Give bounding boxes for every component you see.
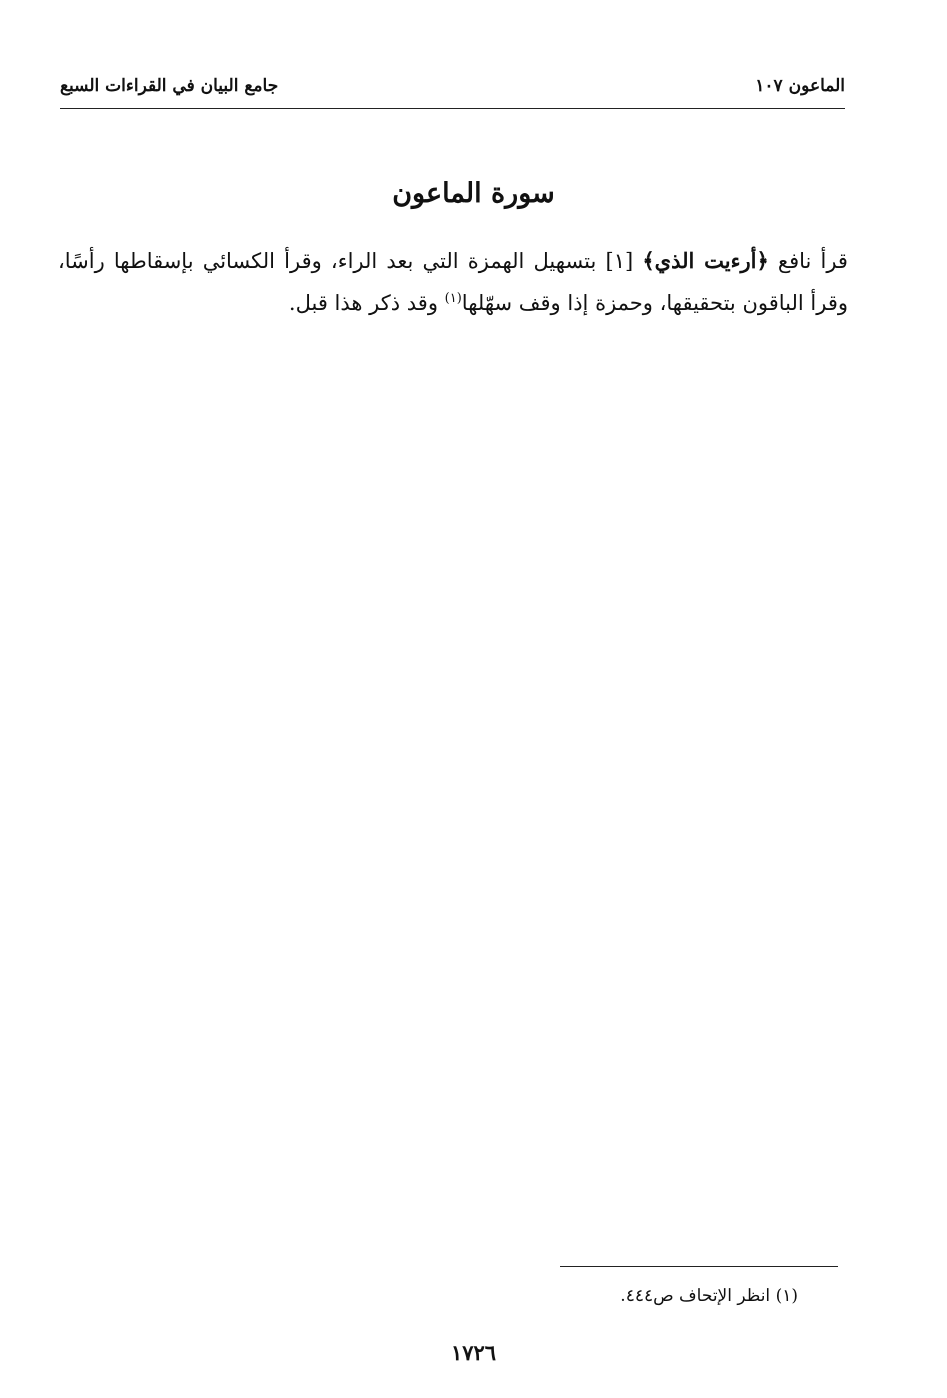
- page-number: ١٧٢٦: [450, 1340, 497, 1365]
- footnote-marker: (١): [775, 1286, 798, 1306]
- paragraph-part-2: [١] بتسهيل الهمزة التي بعد الراء، وقرأ الكسائي بإسقاطها رأسًا، وقرأ الباقون بتحقيقها، وحمزة إذا وقف سهّلها: [58, 249, 848, 315]
- footnote: [560, 1286, 798, 1306]
- paragraph-part-1: قرأ نافع: [768, 249, 848, 273]
- footnote-divider: [560, 1266, 838, 1267]
- header-surah: [755, 76, 845, 96]
- footnote-reference: (١): [444, 291, 462, 306]
- header-surah-label: الماعون: [788, 76, 845, 96]
- header-divider: [60, 108, 845, 109]
- header-book-title: جامع البيان في القراءات السبع: [60, 76, 279, 96]
- surah-title: سورة الماعون: [392, 178, 555, 209]
- running-header: [60, 68, 845, 108]
- paragraph-part-3: وقد ذكر هذا قبل.: [288, 291, 445, 315]
- header-folio-number: ١٠٧: [755, 76, 783, 96]
- main-paragraph: [58, 240, 848, 324]
- quran-quote: ﴿أرءيت الذي﴾: [642, 248, 769, 273]
- footnote-text: انظر الإتحاف ص٤٤٤.: [620, 1286, 771, 1306]
